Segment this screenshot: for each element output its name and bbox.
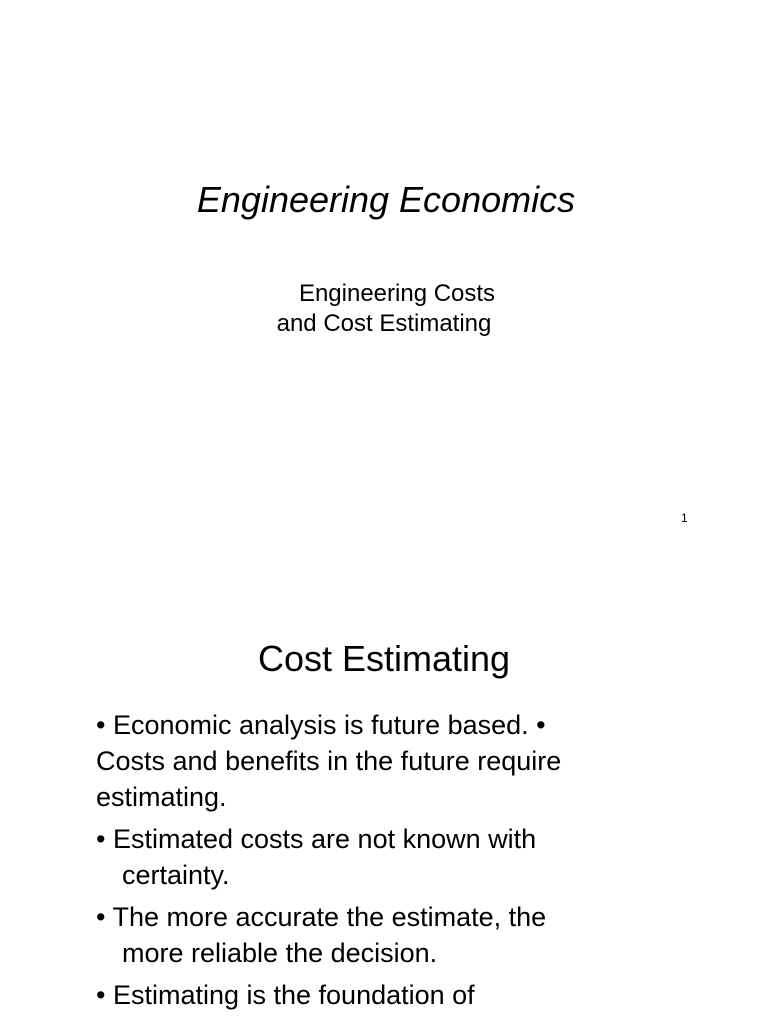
bullet-text: • Estimating is the foundation of	[96, 980, 475, 1010]
bullet-text: • The more accurate the estimate, the	[96, 902, 547, 932]
bullet-item	[96, 707, 656, 815]
bullet-list	[96, 707, 656, 1019]
bullet-item	[96, 899, 656, 971]
bullet-text: more reliable the decision.	[122, 938, 438, 968]
bullet-text: Costs and benefits in the future require	[96, 746, 562, 776]
bullet-item	[96, 977, 656, 1013]
presentation-subtitle	[0, 279, 768, 339]
bullet-text: • Economic analysis is future based. •	[96, 710, 546, 740]
content-slide	[0, 580, 768, 1024]
slide-heading: Cost Estimating	[257, 638, 511, 679]
presentation-title: Engineering Economics	[196, 179, 576, 220]
bullet-text: estimating.	[96, 782, 227, 812]
page-number: 1	[681, 511, 688, 525]
bullet-text: certainty.	[122, 860, 230, 890]
subtitle-line: and Cost Estimating	[276, 310, 492, 337]
bullet-text: • Estimated costs are not known with	[96, 824, 537, 854]
bullet-item	[96, 821, 656, 893]
subtitle-line: Engineering Costs	[298, 280, 496, 307]
